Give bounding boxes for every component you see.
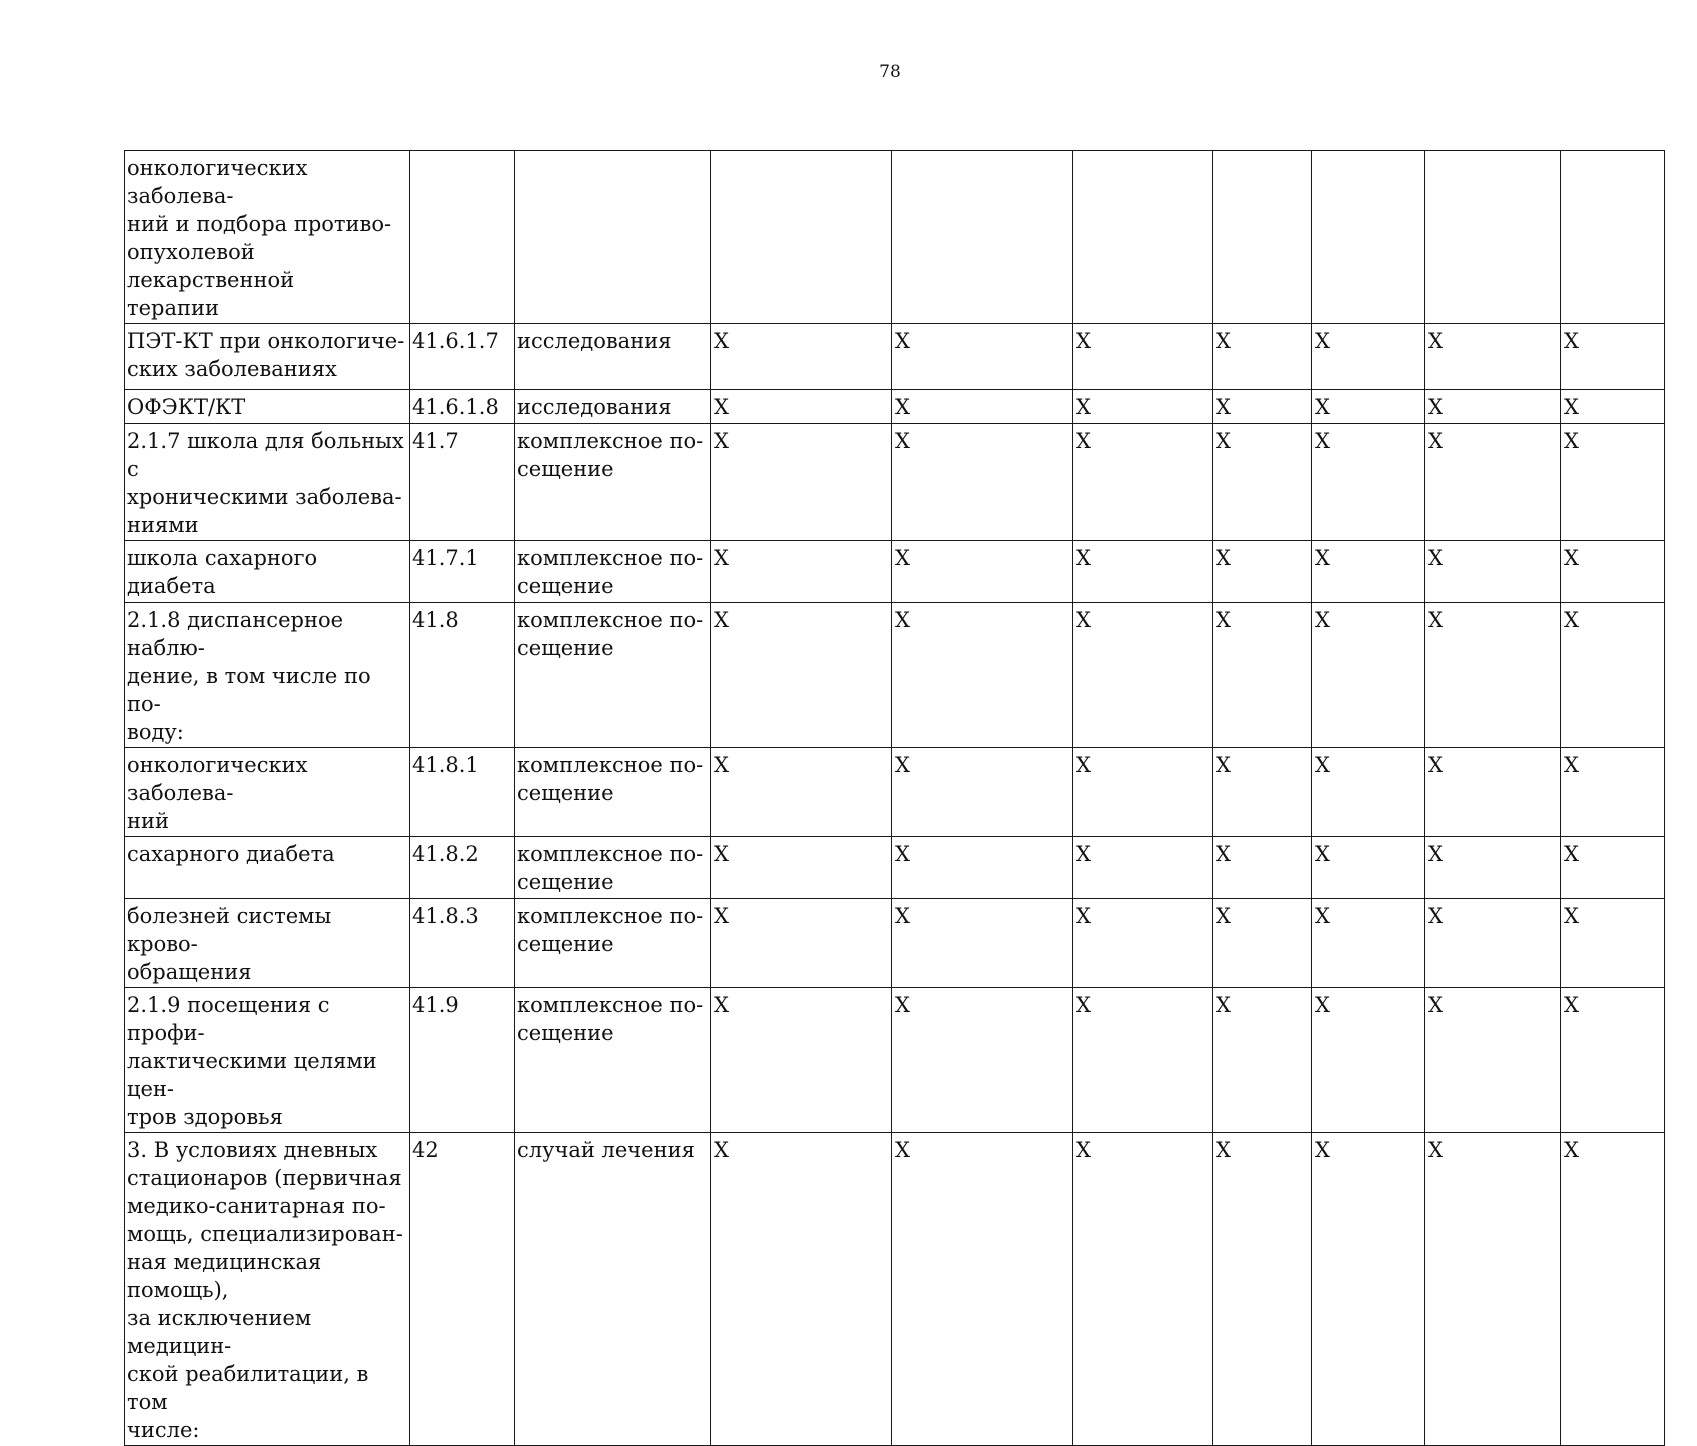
mark-cell <box>1312 988 1425 1133</box>
mark-cell-text: X <box>1076 753 1091 777</box>
mark-cell <box>1561 151 1665 324</box>
mark-cell <box>1561 603 1665 748</box>
mark-cell-text: X <box>1564 842 1579 866</box>
unit-cell-text: комплексное по- сещение <box>517 753 704 805</box>
mark-cell-text: X <box>1216 546 1231 570</box>
indicator-name-cell-text: школа сахарного диабета <box>127 546 318 598</box>
mark-cell-text: X <box>1428 1138 1443 1162</box>
mark-cell <box>1312 151 1425 324</box>
indicator-name-cell-text: онкологических заболева- ний и подбора противо- опухолевой лекарственной терапии <box>127 156 392 320</box>
row-number-cell-text: 41.8.2 <box>412 842 479 866</box>
mark-cell <box>1561 988 1665 1133</box>
mark-cell <box>711 541 892 603</box>
mark-cell <box>1073 837 1213 899</box>
mark-cell <box>1213 324 1312 390</box>
mark-cell <box>1425 1133 1561 1446</box>
mark-cell <box>1312 424 1425 541</box>
indicator-name-cell <box>125 324 410 390</box>
table-row <box>125 151 1665 324</box>
indicator-name-cell <box>125 390 410 424</box>
unit-cell-text: случай лечения <box>517 1138 695 1162</box>
indicator-name-cell-text: 2.1.9 посещения с профи- лактическими целями цен- тров здоровья <box>127 993 377 1129</box>
mark-cell-text: X <box>1564 546 1579 570</box>
row-number-cell-text: 41.7.1 <box>412 546 479 570</box>
indicator-name-cell-text: 3. В условиях дневных стационаров (первичная медико-санитарная по- мощь, специализирован- ная медицинская помощь), за исключением медицин- ской реабилитации, в том числе: <box>127 1138 403 1442</box>
mark-cell <box>1425 424 1561 541</box>
mark-cell-text: X <box>1315 1138 1330 1162</box>
mark-cell-text: X <box>895 993 910 1017</box>
mark-cell-text: X <box>1428 546 1443 570</box>
mark-cell <box>1213 1133 1312 1446</box>
mark-cell <box>1073 541 1213 603</box>
row-number-cell-text: 41.8.3 <box>412 904 479 928</box>
mark-cell-text: X <box>1428 842 1443 866</box>
indicator-name-cell-text: болезней системы крово- обращения <box>127 904 332 984</box>
mark-cell <box>711 603 892 748</box>
mark-cell-text: X <box>1428 429 1443 453</box>
unit-cell <box>515 151 711 324</box>
mark-cell <box>711 988 892 1133</box>
mark-cell <box>1312 541 1425 603</box>
mark-cell <box>1312 390 1425 424</box>
indicator-name-cell-text: сахарного диабета <box>127 842 335 866</box>
mark-cell-text: X <box>1315 993 1330 1017</box>
unit-cell <box>515 1133 711 1446</box>
mark-cell-text: X <box>1216 329 1231 353</box>
mark-cell-text: X <box>714 329 729 353</box>
mark-cell <box>711 151 892 324</box>
mark-cell <box>1312 899 1425 988</box>
unit-cell <box>515 748 711 837</box>
row-number-cell-text: 42 <box>412 1138 439 1162</box>
mark-cell <box>1213 541 1312 603</box>
mark-cell-text: X <box>1076 395 1091 419</box>
mark-cell-text: X <box>1076 904 1091 928</box>
unit-cell <box>515 424 711 541</box>
mark-cell-text: X <box>1216 993 1231 1017</box>
mark-cell <box>1073 390 1213 424</box>
indicator-name-cell-text: ПЭТ-КТ при онкологиче- ских заболеваниях <box>127 329 405 381</box>
mark-cell-text: X <box>714 842 729 866</box>
mark-cell <box>1425 541 1561 603</box>
mark-cell-text: X <box>1076 842 1091 866</box>
table-row <box>125 324 1665 390</box>
mark-cell-text: X <box>1315 753 1330 777</box>
mark-cell <box>1213 390 1312 424</box>
mark-cell-text: X <box>1076 993 1091 1017</box>
mark-cell <box>1073 748 1213 837</box>
indicator-name-cell <box>125 988 410 1133</box>
mark-cell <box>711 424 892 541</box>
mark-cell-text: X <box>1216 429 1231 453</box>
mark-cell-text: X <box>1216 753 1231 777</box>
mark-cell-text: X <box>895 842 910 866</box>
row-number-cell <box>410 390 515 424</box>
mark-cell <box>1312 1133 1425 1446</box>
mark-cell-text: X <box>1216 904 1231 928</box>
row-number-cell-text: 41.8 <box>412 608 459 632</box>
unit-cell-text: комплексное по- сещение <box>517 993 704 1045</box>
mark-cell-text: X <box>1564 1138 1579 1162</box>
mark-cell <box>1073 151 1213 324</box>
row-number-cell <box>410 748 515 837</box>
table-row <box>125 541 1665 603</box>
mark-cell-text: X <box>714 993 729 1017</box>
mark-cell-text: X <box>895 753 910 777</box>
mark-cell <box>1073 324 1213 390</box>
mark-cell-text: X <box>1428 329 1443 353</box>
mark-cell <box>1213 988 1312 1133</box>
mark-cell <box>1425 899 1561 988</box>
table-row <box>125 603 1665 748</box>
row-number-cell <box>410 324 515 390</box>
indicator-name-cell <box>125 541 410 603</box>
mark-cell <box>1425 748 1561 837</box>
mark-cell-text: X <box>1564 904 1579 928</box>
mark-cell <box>892 324 1073 390</box>
mark-cell <box>892 151 1073 324</box>
mark-cell-text: X <box>1076 546 1091 570</box>
mark-cell <box>1561 899 1665 988</box>
mark-cell-text: X <box>1216 608 1231 632</box>
mark-cell <box>1425 324 1561 390</box>
mark-cell <box>1425 837 1561 899</box>
mark-cell-text: X <box>895 608 910 632</box>
indicator-name-cell-text: онкологических заболева- ний <box>127 753 308 833</box>
page-number: 78 <box>879 62 901 82</box>
mark-cell-text: X <box>1564 753 1579 777</box>
mark-cell-text: X <box>1564 608 1579 632</box>
indicator-name-cell <box>125 837 410 899</box>
mark-cell-text: X <box>1315 395 1330 419</box>
table-row <box>125 988 1665 1133</box>
mark-cell <box>892 390 1073 424</box>
mark-cell <box>892 899 1073 988</box>
mark-cell <box>1312 603 1425 748</box>
mark-cell-text: X <box>714 395 729 419</box>
mark-cell-text: X <box>895 429 910 453</box>
row-number-cell <box>410 603 515 748</box>
mark-cell <box>711 837 892 899</box>
indicator-name-cell <box>125 899 410 988</box>
mark-cell-text: X <box>714 904 729 928</box>
table-row <box>125 837 1665 899</box>
mark-cell <box>892 1133 1073 1446</box>
mark-cell <box>892 541 1073 603</box>
mark-cell <box>1073 424 1213 541</box>
table-row <box>125 748 1665 837</box>
unit-cell <box>515 988 711 1133</box>
indicator-name-cell-text: ОФЭКТ/КТ <box>127 395 246 419</box>
mark-cell <box>1425 390 1561 424</box>
mark-cell-text: X <box>895 904 910 928</box>
unit-cell-text: комплексное по- сещение <box>517 608 704 660</box>
row-number-cell-text: 41.6.1.8 <box>412 395 499 419</box>
mark-cell <box>1425 151 1561 324</box>
unit-cell <box>515 837 711 899</box>
mark-cell-text: X <box>1216 395 1231 419</box>
mark-cell-text: X <box>714 753 729 777</box>
mark-cell-text: X <box>895 546 910 570</box>
mark-cell <box>1073 899 1213 988</box>
mark-cell <box>892 837 1073 899</box>
mark-cell <box>711 390 892 424</box>
mark-cell <box>1561 424 1665 541</box>
mark-cell-text: X <box>1428 753 1443 777</box>
mark-cell-text: X <box>1315 904 1330 928</box>
mark-cell-text: X <box>1076 608 1091 632</box>
mark-cell <box>1561 1133 1665 1446</box>
mark-cell <box>711 324 892 390</box>
mark-cell-text: X <box>714 1138 729 1162</box>
row-number-cell-text: 41.8.1 <box>412 753 479 777</box>
mark-cell <box>711 748 892 837</box>
mark-cell-text: X <box>1428 395 1443 419</box>
mark-cell-text: X <box>1428 993 1443 1017</box>
mark-cell <box>892 424 1073 541</box>
unit-cell <box>515 390 711 424</box>
mark-cell <box>1561 748 1665 837</box>
row-number-cell <box>410 541 515 603</box>
mark-cell <box>1213 837 1312 899</box>
mark-cell <box>711 1133 892 1446</box>
mark-cell <box>892 603 1073 748</box>
mark-cell <box>1213 603 1312 748</box>
mark-cell <box>1213 151 1312 324</box>
mark-cell <box>1213 748 1312 837</box>
mark-cell-text: X <box>1076 429 1091 453</box>
indicator-name-cell <box>125 151 410 324</box>
row-number-cell <box>410 899 515 988</box>
mark-cell <box>1425 603 1561 748</box>
mark-cell-text: X <box>1428 608 1443 632</box>
row-number-cell <box>410 424 515 541</box>
table-row <box>125 424 1665 541</box>
mark-cell-text: X <box>1076 1138 1091 1162</box>
mark-cell-text: X <box>1315 429 1330 453</box>
mark-cell <box>1213 424 1312 541</box>
mark-cell-text: X <box>714 546 729 570</box>
mark-cell-text: X <box>1564 993 1579 1017</box>
row-number-cell-text: 41.9 <box>412 993 459 1017</box>
mark-cell <box>1073 603 1213 748</box>
mark-cell-text: X <box>1428 904 1443 928</box>
mark-cell-text: X <box>895 329 910 353</box>
mark-cell-text: X <box>714 608 729 632</box>
mark-cell-text: X <box>1564 329 1579 353</box>
mark-cell <box>711 899 892 988</box>
mark-cell <box>1312 748 1425 837</box>
unit-cell-text: комплексное по- сещение <box>517 546 704 598</box>
mark-cell <box>1561 541 1665 603</box>
indicator-name-cell-text: 2.1.8 диспансерное наблю- дение, в том числе по по- воду: <box>127 608 371 744</box>
row-number-cell <box>410 988 515 1133</box>
unit-cell-text: комплексное по- сещение <box>517 904 704 956</box>
mark-cell-text: X <box>1216 1138 1231 1162</box>
indicator-name-cell <box>125 603 410 748</box>
mark-cell-text: X <box>1315 842 1330 866</box>
unit-cell <box>515 324 711 390</box>
unit-cell-text: комплексное по- сещение <box>517 842 704 894</box>
row-number-cell <box>410 151 515 324</box>
mark-cell <box>1561 324 1665 390</box>
mark-cell-text: X <box>1315 608 1330 632</box>
row-number-cell-text: 41.7 <box>412 429 459 453</box>
unit-cell <box>515 899 711 988</box>
row-number-cell-text: 41.6.1.7 <box>412 329 499 353</box>
mark-cell-text: X <box>1216 842 1231 866</box>
mark-cell <box>1213 899 1312 988</box>
mark-cell <box>1312 324 1425 390</box>
mark-cell-text: X <box>1076 329 1091 353</box>
mark-cell-text: X <box>1315 546 1330 570</box>
mark-cell-text: X <box>714 429 729 453</box>
mark-cell <box>1561 390 1665 424</box>
table-row <box>125 1133 1665 1446</box>
indicator-name-cell <box>125 1133 410 1446</box>
mark-cell <box>892 988 1073 1133</box>
mark-cell <box>1073 988 1213 1133</box>
indicator-name-cell <box>125 424 410 541</box>
unit-cell-text: исследования <box>517 395 672 419</box>
unit-cell-text: исследования <box>517 329 672 353</box>
mark-cell <box>892 748 1073 837</box>
mark-cell-text: X <box>1315 329 1330 353</box>
mark-cell-text: X <box>1564 395 1579 419</box>
mark-cell-text: X <box>895 1138 910 1162</box>
mark-cell-text: X <box>1564 429 1579 453</box>
row-number-cell <box>410 1133 515 1446</box>
table-row <box>125 390 1665 424</box>
indicator-name-cell <box>125 748 410 837</box>
indicator-name-cell-text: 2.1.7 школа для больных с хроническими заболева- ниями <box>127 429 404 537</box>
unit-cell <box>515 541 711 603</box>
unit-cell-text: комплексное по- сещение <box>517 429 704 481</box>
table-row <box>125 899 1665 988</box>
mark-cell <box>1561 837 1665 899</box>
unit-cell <box>515 603 711 748</box>
mark-cell-text: X <box>895 395 910 419</box>
mark-cell <box>1073 1133 1213 1446</box>
data-table <box>124 150 1665 1446</box>
mark-cell <box>1425 988 1561 1133</box>
mark-cell <box>1312 837 1425 899</box>
table-body <box>125 151 1665 1446</box>
row-number-cell <box>410 837 515 899</box>
